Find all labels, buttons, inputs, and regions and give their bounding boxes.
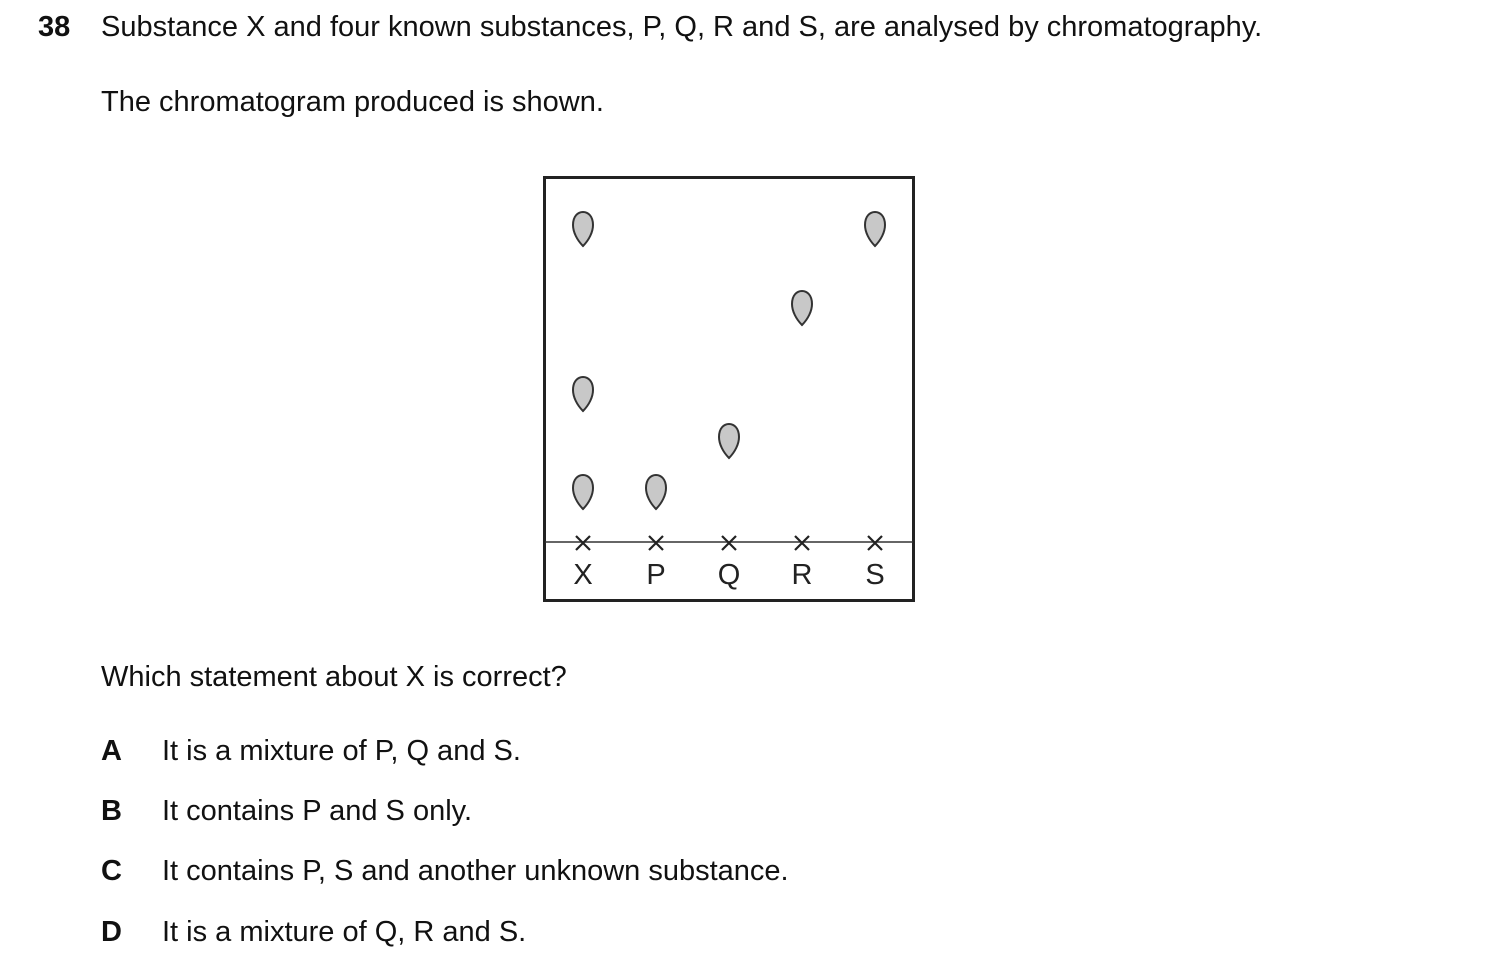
option-c-letter[interactable]: C: [101, 855, 122, 887]
option-c-text[interactable]: It contains P, S and another unknown substance.: [162, 855, 789, 887]
option-d-text[interactable]: It is a mixture of Q, R and S.: [162, 916, 527, 948]
question-number: 38: [38, 11, 71, 43]
lane-label-s: S: [865, 559, 885, 591]
lane-label-x: X: [573, 559, 593, 591]
question-prompt: Which statement about X is correct?: [101, 661, 567, 693]
option-b-text[interactable]: It contains P and S only.: [162, 795, 473, 827]
chromatogram-intro: The chromatogram produced is shown.: [101, 86, 604, 118]
option-d-letter[interactable]: D: [101, 916, 122, 948]
chromatogram-paper: [545, 178, 914, 601]
option-a-text[interactable]: It is a mixture of P, Q and S.: [162, 735, 521, 767]
option-b-letter[interactable]: B: [101, 795, 122, 827]
lane-label-p: P: [646, 559, 666, 591]
question-stem: Substance X and four known substances, P, Q, R and S, are analysed by chromatography.: [101, 11, 1263, 43]
option-a-letter[interactable]: A: [101, 735, 122, 767]
lane-label-q: Q: [717, 559, 741, 591]
lane-label-r: R: [791, 559, 813, 591]
